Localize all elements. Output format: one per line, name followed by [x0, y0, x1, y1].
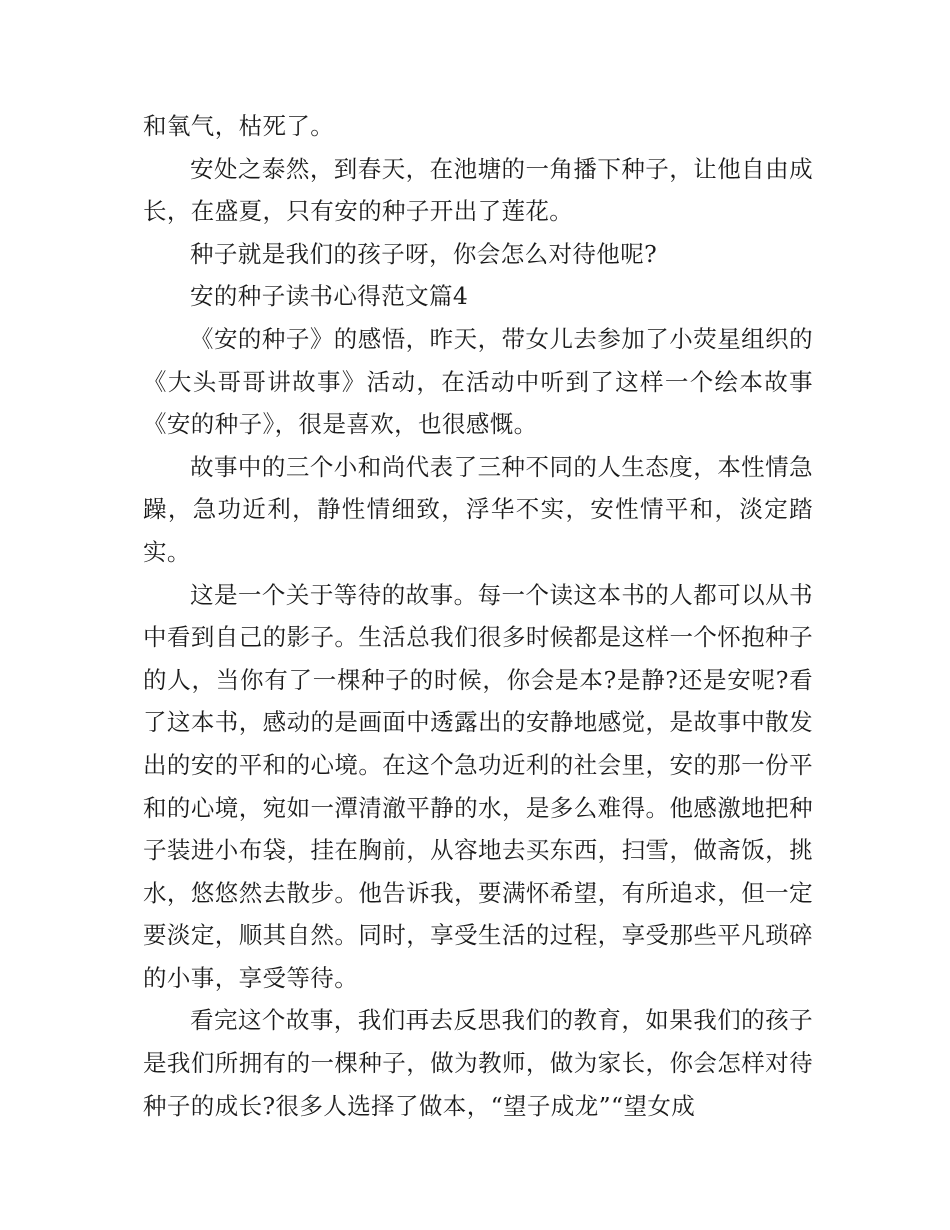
paragraph: 种子就是我们的孩子呀，你会怎么对待他呢? [190, 239, 658, 268]
section-heading: 安的种子读书心得范文篇4 [190, 282, 469, 311]
paragraph: 故事中的三个小和尚代表了三种不同的人生态度，本性情急躁，急功近利，静性情细致，浮华不实，安性情平和，淡定踏实。 [143, 452, 813, 566]
paragraph: 《安的种子》的感悟，昨天，带女儿去参加了小荧星组织的《大头哥哥讲故事》活动，在活动中听到了这样一个绘本故事《安的种子》，很是喜欢，也很感慨。 [143, 324, 813, 439]
paragraph: 和氧气，枯死了。 [143, 112, 335, 140]
paragraph: 看完这个故事，我们再去反思我们的教育，如果我们的孩子是我们所拥有的一棵种子，做为教师，做为家长，你会怎样对待种子的成长?很多人选择了做本，“望子成龙”“望女成 [143, 1006, 813, 1120]
document-body [143, 105, 813, 1127]
paragraph: 这是一个关于等待的故事。每一个读这本书的人都可以从书中看到自己的影子。生活总我们很多时候都是这样一个怀抱种子的人，当你有了一棵种子的时候，你会是本?是静?还是安呢?看了这本书，感动的是画面中透露出的安静地感觉，是故事中散发出的安的平和的心境。在这个急功近利的社会里，安的那一份平和的心境，宛如一潭清澈平静的水，是多么难得。他感激地把种子装进小布袋，挂在胸前，从容地去买东西，扫雪，做斋饭，挑水，悠悠然去散步。他告诉我，要满怀希望，有所追求，但一定要淡定，顺其自然。同时，享受生活的过程，享受那些平凡琐碎的小事，享受等待。 [143, 580, 813, 992]
paragraph: 安处之泰然，到春天，在池塘的一角播下种子，让他自由成长，在盛夏，只有安的种子开出了莲花。 [143, 154, 813, 226]
